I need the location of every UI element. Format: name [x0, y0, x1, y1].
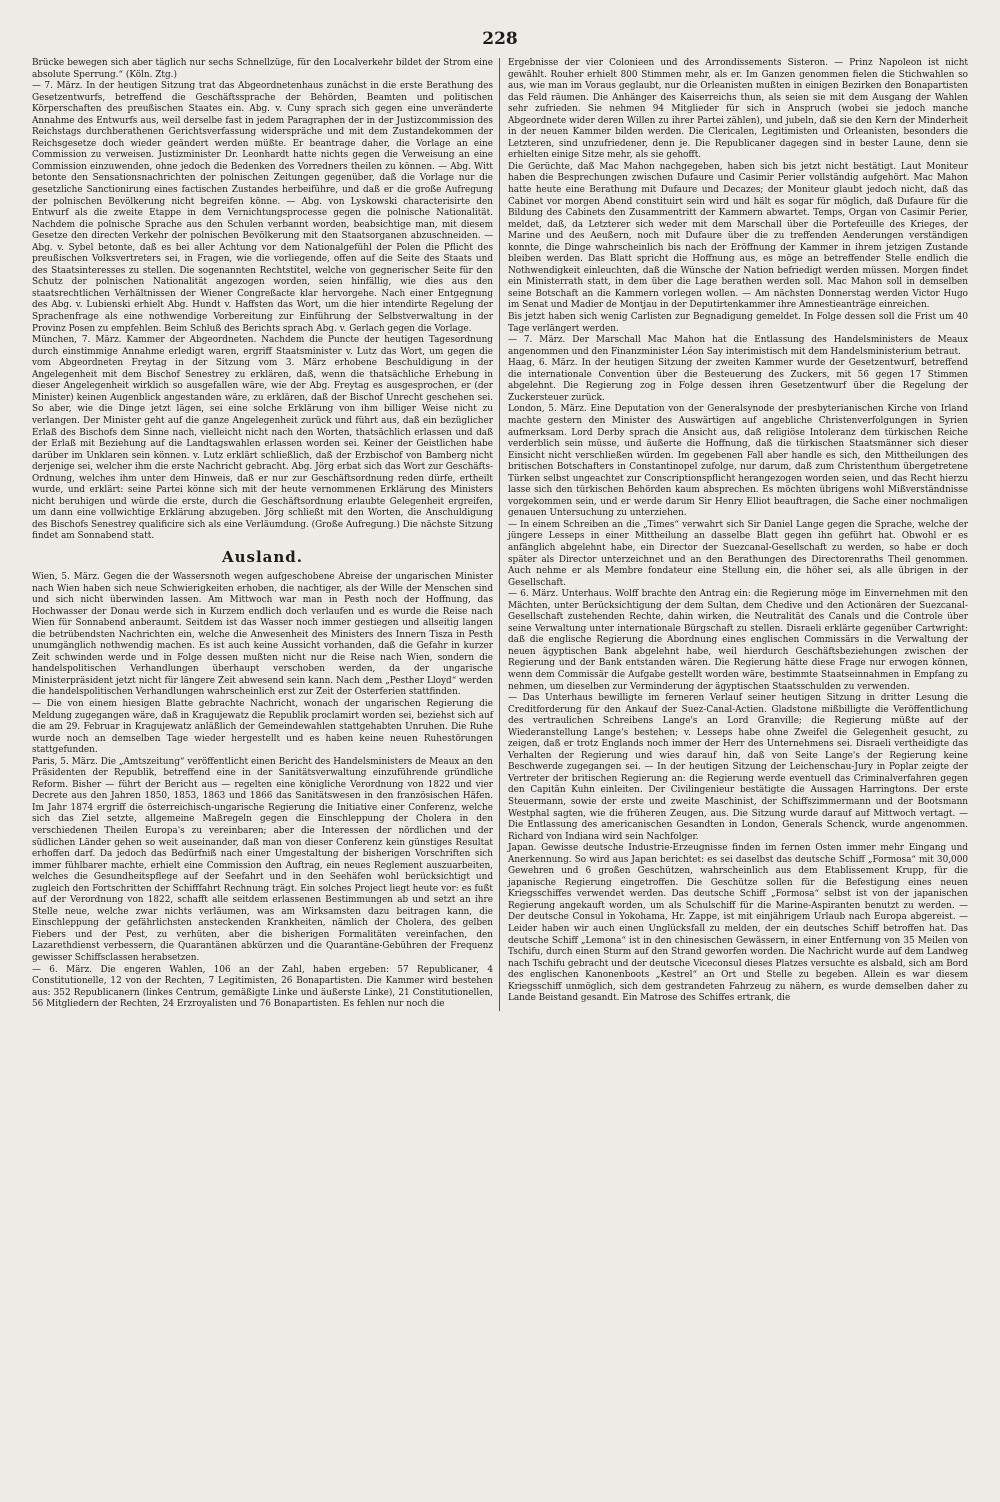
- page-number: 228: [482, 29, 518, 49]
- article-paragraph: Haag, 6. März. In der heutigen Sitzung der zweiten Kammer wurde der Gesetzentwurf, betreffend die internationale Convention über die Besteuerung des Zuckers, mit 56 gegen 17 Stimmen abgelehnt. Die Regierung zog in Folge dessen ihren Gesetzentwurf über die Regelung der Zuckersteuer zurück.: [508, 358, 968, 403]
- article-paragraph: Ergebnisse der vier Colonieen und des Arrondissements Sisteron. — Prinz Napoleon ist nicht gewählt. Rouher erhielt 800 Stimmen mehr, als er. Im Ganzen genommen fielen die Stichwahlen so aus, wie man im Voraus geglaubt, nur die Orleanisten mußten in einigen Bezirken den Bonapartisten das Feld räumen. Die Anhänger des Kaiserreichs thun, als seien sie mit dem Ausgang der Wahlen sehr zufrieden. Sie nehmen 94 Mitglieder für sich in Anspruch (wobei sie jedoch manche Abgeordnete wider deren Willen zu ihrer Partei zählen), und jubeln, daß sie den Kern der Minderheit in der neuen Kammer bilden werden. Die Clericalen, Legitimisten und Orleanisten, besonders die Letzteren, sind unzufriedener, denn je. Die Republicaner dagegen sind in bester Laune, denn sie erhielten einige Sitze mehr, als sie gehofft.: [508, 58, 968, 161]
- right-column: [500, 58, 974, 1011]
- article-paragraph: Die Gerüchte, daß Mac Mahon nachgegeben, haben sich bis jetzt nicht bestätigt. Laut Moniteur haben die Besprechungen zwischen Dufaure und Casimir Perier vollständig aufgehört. Mac Mahon hatte heute eine Berathung mit Dufaure und Decazes; der Moniteur glaubt jedoch nicht, daß das Cabinet vor morgen Abend constituirt sein wird und hält es sogar für möglich, daß Dufaure für die Bildung des Cabinets den Zusammentritt der Kammern abwartet. Temps, Organ von Casimir Perier, meldet, daß, da Letzterer sich weder mit dem Marschall über die Portefeuille des Krieges, der Marine und des Aeußern, noch mit Dufaure über die zu treffenden Aenderungen verständigen konnte, die Dinge wahrscheinlich bis nach der Eröffnung der Kammer in ihrem jetzigen Zustande bleiben werden. Das Blatt spricht die Hoffnung aus, es möge an betreffender Stelle endlich die Nothwendigkeit einleuchten, daß die Wünsche der Nation befriedigt werden müssen. Morgen findet ein Ministerrath statt, in dem über die Lage berathen werden soll. Mac Mahon soll in demselben seine Botschaft an die Kammern vorlegen wollen. — Am nächsten Donnerstag werden Victor Hugo im Senat und Madier de Montjau in der Deputirtenkammer ihre Amnestieanträge einreichen.: [508, 161, 968, 311]
- article-paragraph: — Die von einem hiesigen Blatte gebrachte Nachricht, wonach der ungarischen Regierung die Meldung zugegangen wäre, daß in Kragujewatz die Republik proclamirt worden sei, beziehst sich auf die am 29. Februar in Kragujewatz anläßlich der Gemeindewahlen stattgehabten Unruhen. Die Ruhe wurde noch an demselben Tage wieder hergestellt und es haben keine neuen Ruhestörungen stattgefunden.: [32, 698, 493, 756]
- article-paragraph: — 6. März. Die engeren Wahlen, 106 an der Zahl, haben ergeben: 57 Republicaner, 4 Constitutionelle, 12 von der Rechten, 7 Legitimisten, 26 Bonapartisten. Die Kammer wird bestehen aus: 352 Republicanern (linkes Centrum, gemäßigte Linke und äußerste Linke), 21 Constitutionellen, 56 Mitgliedern der Rechten, 24 Erzroyalisten und 76 Bonapartisten. Es fehlen nur noch die: [32, 964, 493, 1010]
- article-paragraph: Brücke bewegen sich aber täglich nur sechs Schnellzüge, für den Localverkehr bildet der Strom eine absolute Sperrung.“ (Köln. Ztg.): [32, 58, 493, 80]
- text-columns: [26, 58, 974, 1011]
- article-paragraph: Bis jetzt haben sich wenig Carlisten zur Begnadigung gemeldet. In Folge dessen soll die Frist um 40 Tage verlängert werden.: [508, 312, 968, 334]
- section-heading-foreign: Ausland.: [221, 547, 304, 566]
- article-paragraph: — 6. März. Unterhaus. Wolff brachte den Antrag ein: die Regierung möge im Einvernehmen mit den Mächten, unter Berücksichtigung der dem Sultan, dem Chedive und den Actionären der Suezcanal-Gesellschaft zustehenden Rechte, dahin wirken, die Neutralität des Canals und die Controle über seine Verwaltung unter internationale Bürgschaft zu stellen. Disraeli erklärte gegenüber Cartwright: daß die englische Regierung die Abordnung eines englischen Commissärs in die Verwaltung der neuen ägyptischen Bank abgelehnt habe, weil hierdurch Geschäftsbeziehungen zwischen der Regierung und der Bank entstanden wären. Die Regierung hätte diese Frage nur erwogen können, wenn dem Commissär die Aufgabe gestellt worden wäre, bestimmte Staatseinnahmen in Empfang zu nehmen, um dieselben zur Verminderung der ägyptischen Staatsschulden zu verwenden.: [508, 589, 968, 692]
- left-column: [26, 58, 500, 1011]
- article-paragraph: Wien, 5. März. Gegen die der Wassersnoth wegen aufgeschobene Abreise der ungarischen Minister nach Wien haben sich neue Schwierigkeiten erhoben, die nachtiger, als der Wille der Menschen sind und sich nicht überwinden lassen. Am Mittwoch war man in Pesth noch der Hoffnung, das Hochwasser der Donau werde sich in Kurzem endlich doch verlaufen und es wurde die Reise nach Wien für Sonnabend anberaumt. Seitdem ist das Wasser noch immer gestiegen und allseitig langen die betrübendsten Nachrichten ein, welche die Anwesenheit des Ministers des Innern Tisza in Pesth unumgänglich nothwendig machen. Es ist auch keine Aussicht vorhanden, daß die Gefahr in kurzer Zeit schwinden werde und in Folge dessen mußten nicht nur die Reise nach Wien, sondern die handelspolitischen Verhandlungen überhaupt verschoben werden, da der ungarische Ministerpräsident jetzt nicht für längere Zeit abwesend sein kann. Nach dem „Pesther Lloyd“ werden die handelspolitischen Verhandlungen wahrscheinlich erst zur Zeit der Osterferien stattfinden.: [32, 571, 493, 698]
- article-paragraph: — Das Unterhaus bewilligte im ferneren Verlauf seiner heutigen Sitzung in dritter Lesung die Creditforderung für den Ankauf der Suez-Canal-Actien. Gladstone mißbilligte die Veröffentlichung des vertraulichen Schreibens Lange's an Lord Granville; die Regierung müßte auf der Wiederanstellung Lange's bestehen; v. Lesseps habe ohne Zweifel die Gelegenheit gesucht, zu zeigen, daß er trotz Englands noch immer der Herr des Unternehmens sei. Disraeli vertheidigte das Verhalten der Regierung und wies darauf hin, daß von Seite Lange's der Regierung keine Beschwerde zugegangen sei. — In der heutigen Sitzung der Leichenschau-Jury in Poplar zeigte der Vertreter der britischen Regierung an: die Regierung werde eventuell das Criminalverfahren gegen den Capitän Kuhn einleiten. Der Civilingenieur bestätigte die Aussagen Harringtons. Der erste Steuermann, sowie der erste und zweite Maschinist, der Schiffszimmermann und der Bootsmann Westphal sagten, wie die früheren Zeugen, aus. Die Sitzung wurde darauf auf Mittwoch vertagt. — Die Entlassung des americanischen Gesandten in London, Generals Schenck, wurde angenommen. Richard von Indiana wird sein Nachfolger.: [508, 693, 968, 842]
- article-paragraph: London, 5. März. Eine Deputation von der Generalsynode der presbyterianischen Kirche von Irland machte gestern den Minister des Auswärtigen auf angebliche Christenverfolgungen in Syrien aufmerksam. Lord Derby sprach die Ansicht aus, daß religiöse Intoleranz dem türkischen Reiche verderblich sein müsse, und äußerte die Hoffnung, daß die türkischen Staatsmänner sich dieser Einsicht nicht verschließen würden. Im gegebenen Fall aber handle es sich, den Mittheilungen des britischen Botschafters in Constantinopel zufolge, nur darum, daß zum Christenthum übergetretene Türken selbst ungeachtet zur Conscriptionspflicht herangezogen worden seien, und das Recht hierzu lasse sich den türkischen Behörden kaum absprechen. Es möchten übrigens wohl Mißverständnisse vorgekommen sein, und er werde darum Sir Henry Elliot beauftragen, die Sache einer nochmaligen genauen Untersuchung zu unterziehen.: [508, 404, 968, 519]
- article-paragraph: Japan. Gewisse deutsche Industrie-Erzeugnisse finden im fernen Osten immer mehr Eingang und Anerkennung. So wird aus Japan berichtet: es sei daselbst das deutsche Schiff „Formosa“ mit 30,000 Gewehren und 6 großen Geschützen, wahrscheinlich aus dem Etablissement Krupp, für die japanische Regierung eingetroffen. Die Geschütze sollen für die Befestigung eines neuen Kriegsschiffes verwendet werden. Das deutsche Schiff „Formosa“ selbst ist von der japanischen Regierung angekauft worden, um als Schulschiff für die Marine-Aspiranten benutzt zu werden. — Der deutsche Consul in Yokohama, Hr. Zappe, ist mit einjährigem Urlaub nach Europa abgereist. — Leider haben wir auch einen Unglücksfall zu melden, der ein deutsches Schiff betroffen hat. Das deutsche Schiff „Lemona“ ist in den chinesischen Gewässern, in einer Entfernung von 35 Meilen von Tschifu, durch einen Sturm auf den Strand geworfen worden. Die Nachricht wurde auf dem Landweg nach Tschifu gebracht und der deutsche Viceconsul dieses Platzes versuchte es alsbald, sich am Bord des englischen Kanonenboots „Kestrel“ an Ort und Stelle zu begeben. Allein es war diesem Kriegsschiff unmöglich, sich dem gestrandeten Fahrzeug zu nähern, es wurde demselben daher zu Lande Beistand gesandt. Ein Matrose des Schiffes ertrank, die: [508, 843, 968, 1004]
- article-paragraph: München, 7. März. Kammer der Abgeordneten. Nachdem die Puncte der heutigen Tagesordnung durch einstimmige Annahme erledigt waren, ergriff Staatsminister v. Lutz das Wort, um gegen die vom Abgeordneten Freytag in der Sitzung vom 3. März erhobene Beschuldigung in der Angelegenheit mit dem Bischof Senestrey zu erklären, daß, wenn die thatsächliche Erhebung in dieser Angelegenheit wirklich so ausgefallen wäre, wie der Abg. Freytag es ausgesprochen, er (der Minister) keinen Augenblick angestanden wäre, zu erklären, daß der Bischof Unrecht geschehen sei. So aber, wie die Dinge jetzt lägen, sei eine solche Erklärung von ihm billiger Weise nicht zu verlangen. Der Minister geht auf die ganze Angelegenheit zurück und führt aus, daß ein bezüglicher Erlaß des Bischofs dem Sinne nach, vielleicht nicht nach den Worten, thatsächlich erlassen und daß der Erlaß mit Beziehung auf die Landtagswahlen erlassen worden sei. Keiner der Geistlichen habe darüber im Unklaren sein können. v. Lutz erklärt schließlich, daß der Erzbischof von Bamberg nicht derjenige sei, welcher ihm die erste Nachricht gebracht. Abg. Jörg erbat sich das Wort zur Geschäfts-Ordnung, welches ihm unter dem Hinweis, daß er nur zur Geschäftsordnung reden dürfe, ertheilt wurde, und erklärt: seine Partei könne sich mit der heute vernommenen Erklärung des Ministers nicht beruhigen und würde die erste, durch die Geschäftsordnung erlaubte Gelegenheit ergreifen, um dann eine vollwichtige Erklärung abzugeben. Jörg schließt mit den Worten, die Anschuldigung des Bischofs Senestrey qualificire sich als eine Verläumdung. (Große Aufregung.) Die nächste Sitzung findet am Sonnabend statt.: [32, 335, 493, 542]
- article-paragraph: — In einem Schreiben an die „Times“ verwahrt sich Sir Daniel Lange gegen die Sprache, welche der jüngere Lesseps in einer Mittheilung an dasselbe Blatt gegen ihn geführt hat. Obwohl er es anfänglich abgelehnt habe, ein Director der Suezcanal-Gesellschaft zu werden, so habe er doch später als Director unterzeichnet und an den Berathungen des Directorenraths Theil genommen. Auch nehme er als Membre fondateur eine Stellung ein, die höher sei, als alle übrigen in der Gesellschaft.: [508, 519, 968, 588]
- article-paragraph: Paris, 5. März. Die „Amtszeitung“ veröffentlicht einen Bericht des Handelsministers de Meaux an den Präsidenten der Republik, betreffend eine in der Sanitätsverwaltung einzuführende gründliche Reform. Bisher — führt der Bericht aus — regelten eine königliche Verordnung von 1822 und vier Decrete aus den Jahren 1850, 1853, 1863 und 1866 das Sanitätswesen in den französischen Häfen. Im Jahr 1874 ergriff die österreichisch-ungarische Regierung die Initiative einer Conferenz, welche sich das Ziel setzte, allgemeine Maßregeln gegen die Einschleppung der Cholera in den verschiedenen Theilen Europa's zu vereinbaren; aber die Interessen der nördlichen und der südlichen Länder gehen so weit auseinander, daß man von dieser Conferenz kein günstiges Resultat erhoffen darf. Da jedoch das Bedürfniß nach einer Umgestaltung der bisherigen Vorschriften sich immer fühlbarer machte, erhielt eine Commission den Auftrag, ein neues Reglement auszuarbeiten, welches die Gesundheitspflege auf der Seefahrt und in den Seehäfen wohl berücksichtigt und zugleich den Fortschritten der Schifffahrt Rechnung trägt. Ein solches Project liegt heute vor: es fußt auf der Verordnung von 1822, schafft alle seitdem erlassenen Bestimmungen ab und setzt an ihre Stelle neue, welche zwar nichts verläumen, was am Wirksamsten dazu beitragen kann, die Einschleppung der gefährlichsten ansteckenden Krankheiten, nämlich der Cholera, des gelben Fiebers und der Pest, zu verhüten, aber die bisherigen Formalitäten vereinfachen, den Lazarethdienst verbessern, die Quarantänen abkürzen und die Quarantäne-Gebühren der Frequenz gewisser Schiffsclassen herabsetzen.: [32, 756, 493, 964]
- article-paragraph: — 7. März. Der Marschall Mac Mahon hat die Entlassung des Handelsministers de Meaux angenommen und den Finanzminister Léon Say interimistisch mit dem Handelsministerium betraut.: [508, 335, 968, 357]
- article-paragraph: — 7. März. In der heutigen Sitzung trat das Abgeordnetenhaus zunächst in die erste Berathung des Gesetzentwurfs, betreffend die Geschäftssprache der Behörden, Beamten und politischen Körperschaften des preußischen Staates ein. Abg. v. Cuny sprach sich gegen eine unveränderte Annahme des Entwurfs aus, weil derselbe fast in jedem Paragraphen der in der Justizcommission des Reichstags durchberathenen Gerichtsverfassung widerspräche und mit dem Zustandekommen der Reichsgesetze doch wieder geändert werden müßte. Er beantrage daher, die Vorlage an eine Commission zu verweisen. Justizminister Dr. Leonhardt hatte nichts gegen die Verweisung an eine Commission einzuwenden, ohne jedoch die Bedenken des Vorredners theilen zu können. — Abg. Witt betonte den Sensationsnachrichten der polnischen Zeitungen gegenüber, daß die Vorlage nur die gesetzliche Sanctionirung eines factischen Zustandes herbeiführe, und daß er die große Aufregung der polnischen Bevölkerung nicht begreifen könne. — Abg. von Lyskowski characterisirte den Entwurf als die zweite Etappe in dem Vernichtungsprocesse gegen die polnische Nationalität. Nachdem die polnische Sprache aus den Schulen verbannt worden, beabsichtige man, mit diesem Gesetze den directen Verkehr der polnischen Bevölkerung mit den Staatsorganen abzuschneiden. — Abg. v. Sybel betonte, daß es bei aller Achtung vor dem Nationalgefühl der Polen die Pflicht des preußischen Volksvertreters sei, in Fragen, wie die vorliegende, offen auf die Seite des Staats und des Staatsinteresses zu stellen. Die sogenannten Rechtstitel, welche von gegnerischer Seite für den Schutz der polnischen Nationalität angezogen worden, seien hinfällig, wie dies aus den staatsrechtlichen Verhältnissen der Wiener Congreßacte klar hervorgehe. Nach einer Entgegnung des Abg. v. Lubienski erhielt Abg. Hundt v. Haffsten das Wort, um die hier intendirte Regelung der Sprachenfrage als eine nothwendige Vorbereitung zur Einführung der Selbstverwaltung in der Provinz Posen zu empfehlen. Beim Schluß des Berichts sprach Abg. v. Gerlach gegen die Vorlage.: [32, 81, 493, 334]
